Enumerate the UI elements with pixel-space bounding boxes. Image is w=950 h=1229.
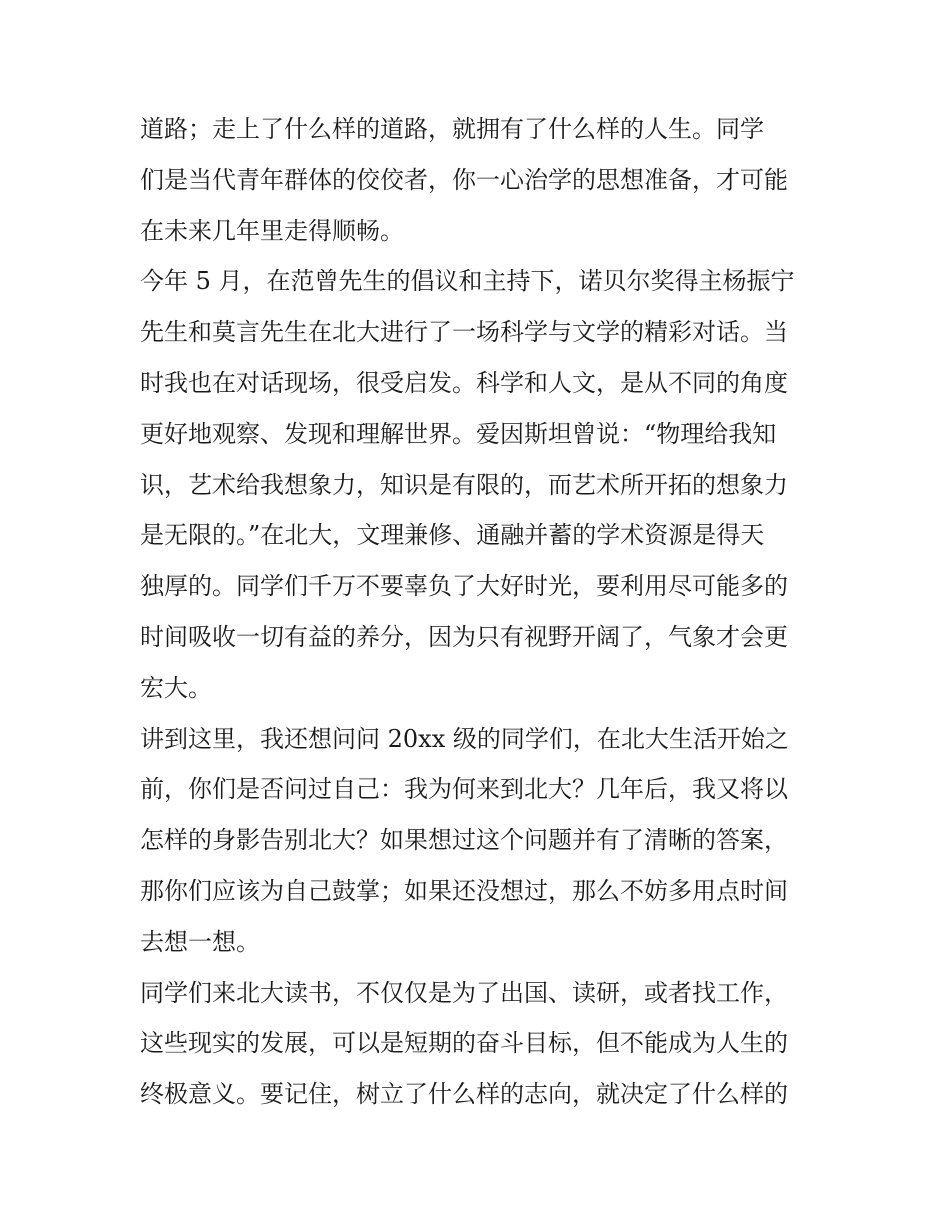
body-text	[140, 104, 820, 1120]
text-line: 讲到这里，我还想问问 20xx 级的同学们，在北大生活开始之	[140, 724, 789, 753]
text-line: 们是当代青年群体的佼佼者，你一心治学的思想准备，才可能	[140, 165, 788, 194]
text-line: 怎样的身影告别北大？如果想过这个问题并有了清晰的答案，	[140, 826, 788, 855]
text-line: 这些现实的发展，可以是短期的奋斗目标，但不能成为人生的	[140, 1029, 788, 1058]
text-line: 是无限的。”在北大，文理兼修、通融并蓄的学术资源是得天	[140, 521, 765, 550]
text-line: 更好地观察、发现和理解世界。爱因斯坦曾说：“物理给我知	[140, 419, 777, 448]
text-line: 道路；走上了什么样的道路，就拥有了什么样的人生。同学	[140, 115, 764, 143]
text-line: 在未来几年里走得顺畅。	[140, 216, 404, 245]
text-line: 去想一想。	[140, 927, 260, 956]
text-line: 识，艺术给我想象力，知识是有限的，而艺术所开拓的想象力	[140, 470, 788, 499]
text-line: 时间吸收一切有益的养分，因为只有视野开阔了，气象才会更	[140, 622, 788, 651]
text-line: 今年 5 月，在范曾先生的倡议和主持下，诺贝尔奖得主杨振宁	[140, 267, 795, 296]
text-line: 那你们应该为自己鼓掌；如果还没想过，那么不妨多用点时间	[140, 876, 788, 905]
text-line: 宏大。	[140, 673, 212, 702]
text-line: 独厚的。同学们千万不要辜负了大好时光，要利用尽可能多的	[140, 572, 788, 601]
text-line: 同学们来北大读书，不仅仅是为了出国、读研，或者找工作，	[140, 978, 788, 1007]
text-line: 先生和莫言先生在北大进行了一场科学与文学的精彩对话。当	[140, 318, 788, 347]
text-line: 时我也在对话现场，很受启发。科学和人文，是从不同的角度	[140, 368, 788, 397]
text-line: 前，你们是否问过自己：我为何来到北大？几年后，我又将以	[140, 775, 788, 804]
text-line: 终极意义。要记住，树立了什么样的志向，就决定了什么样的	[140, 1080, 788, 1109]
